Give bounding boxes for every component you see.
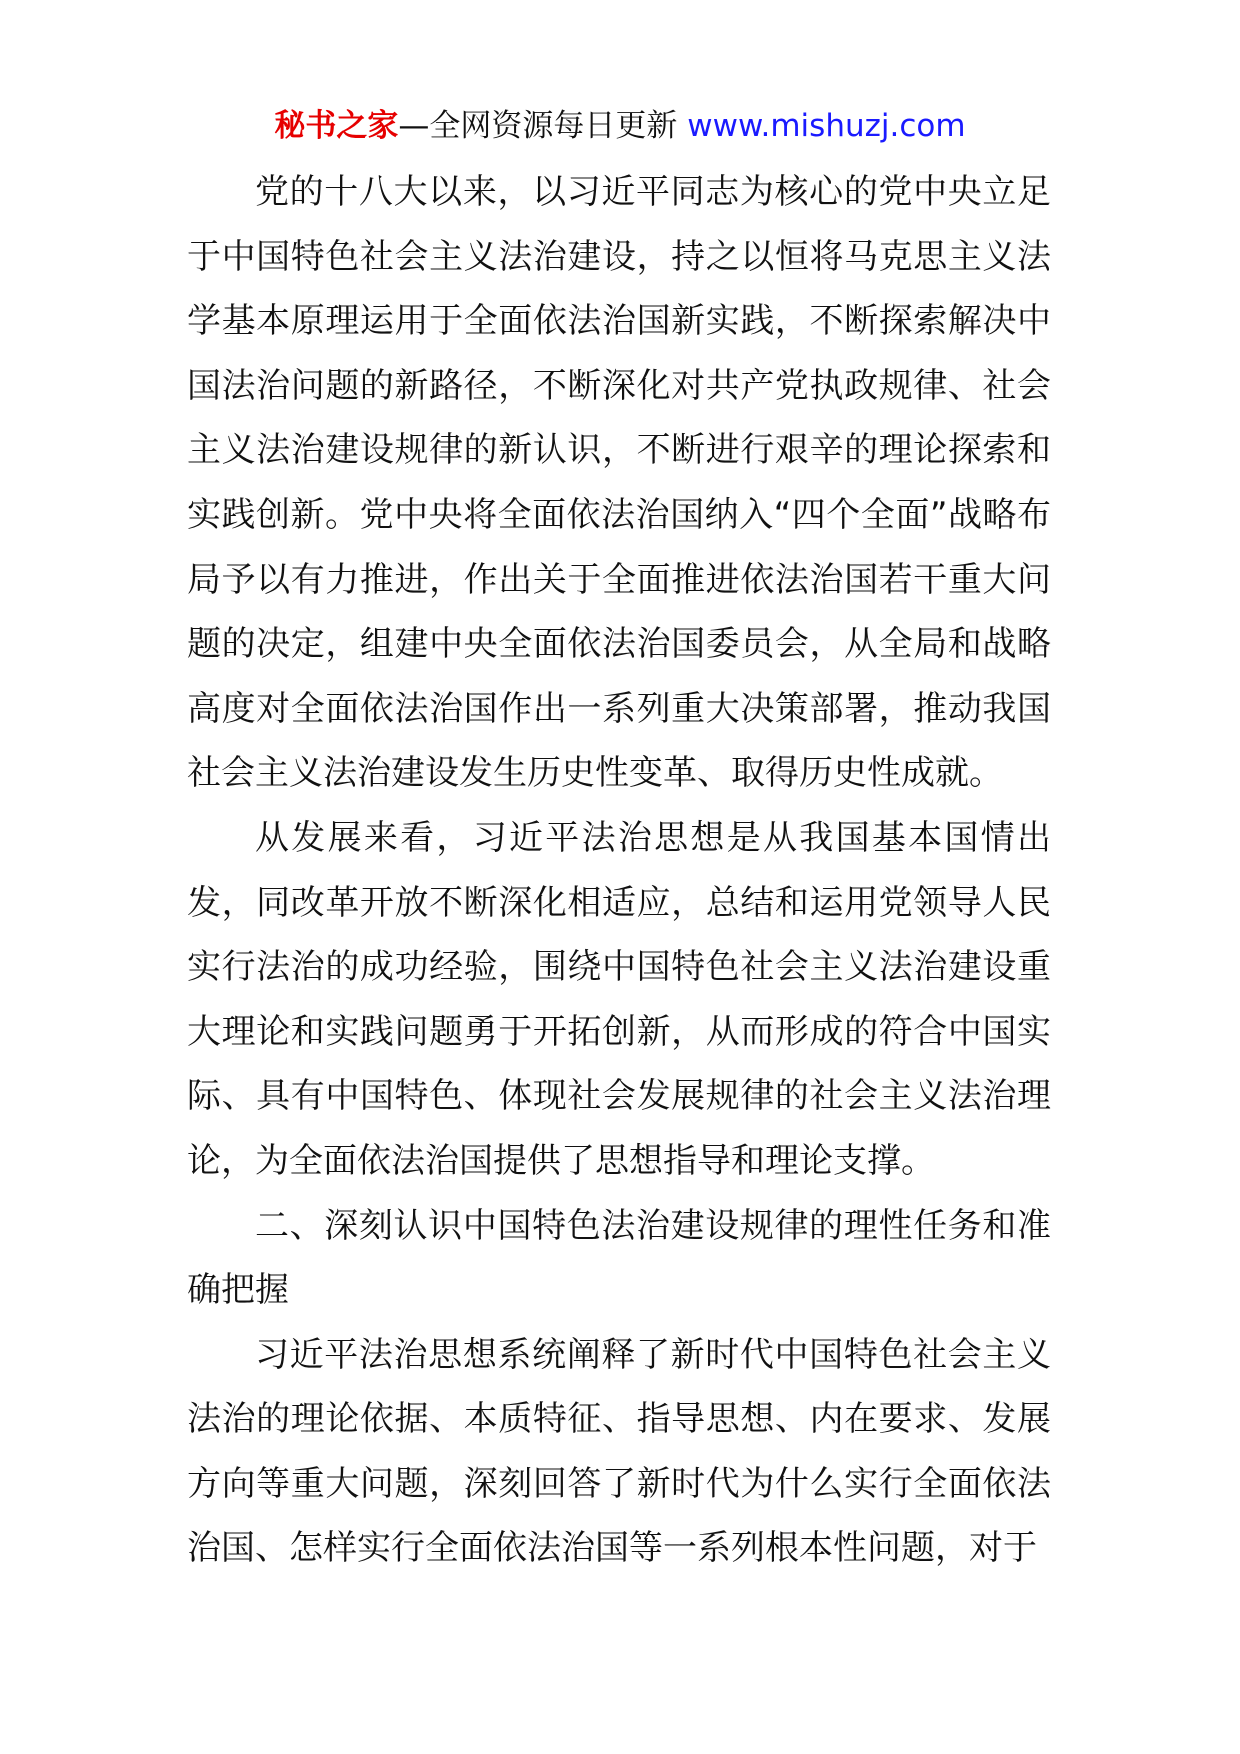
paragraph: 习近平法治思想系统阐释了新时代中国特色社会主义法治的理论依据、本质特征、指导思想、内在要求、发展方向等重大问题，深刻回答了新时代为什么实行全面依法治国、怎样实行全面依法治国等一系列根本性问题，对于 bbox=[187, 1334, 1051, 1569]
site-url-link[interactable]: www.mishuzj.com bbox=[687, 108, 966, 144]
section-heading: 二、深刻认识中国特色法治建设规律的理性任务和准确把握 bbox=[187, 1205, 1051, 1311]
document-body bbox=[187, 160, 1051, 1581]
paragraph: 从发展来看，习近平法治思想是从我国基本国情出发，同改革开放不断深化相适应，总结和运用党领导人民实行法治的成功经验，围绕中国特色社会主义法治建设重大理论和实践问题勇于开拓创新，从而形成的符合中国实际、具有中国特色、体现社会发展规律的社会主义法治理论，为全面依法治国提供了思想指导和理论支撑。 bbox=[187, 817, 1051, 1181]
site-tagline: —全网资源每日更新 bbox=[398, 108, 688, 144]
site-brand: 秘书之家 bbox=[274, 108, 399, 144]
site-header bbox=[0, 104, 1240, 148]
paragraph: 党的十八大以来，以习近平同志为核心的党中央立足于中国特色社会主义法治建设，持之以恒将马克思主义法学基本原理运用于全面依法治国新实践，不断探索解决中国法治问题的新路径，不断深化对共产党执政规律、社会主义法治建设规律的新认识，不断进行艰辛的理论探索和实践创新。党中央将全面依法治国纳入“四个全面”战略布局予以有力推进，作出关于全面推进依法治国若干重大问题的决定，组建中央全面依法治国委员会，从全局和战略高度对全面依法治国作出一系列重大决策部署，推动我国社会主义法治建设发生历史性变革、取得历史性成就。 bbox=[187, 172, 1051, 794]
